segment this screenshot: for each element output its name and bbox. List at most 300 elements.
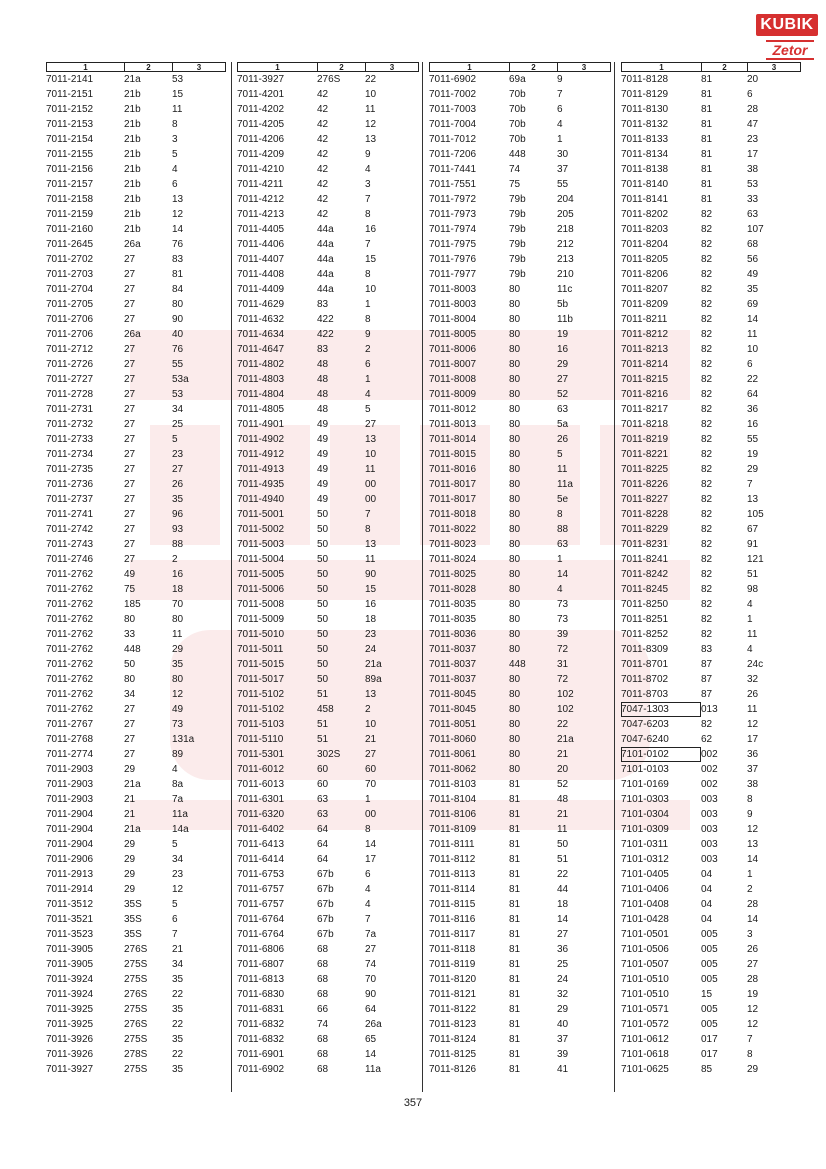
parts-row: [237, 72, 419, 87]
part-number: 7011-8045: [429, 704, 477, 715]
position-ref: 49: [172, 704, 184, 715]
part-number: 7011-4210: [237, 164, 285, 175]
position-ref: 72: [557, 644, 569, 655]
position-ref: 51: [747, 569, 759, 580]
drawing-ref: 81: [509, 974, 521, 985]
position-ref: 7: [365, 194, 371, 205]
part-number: 7011-8035: [429, 599, 477, 610]
drawing-ref: 005: [701, 1019, 718, 1030]
position-ref: 28: [747, 974, 759, 985]
part-number: 7011-2702: [46, 254, 94, 265]
position-ref: 15: [365, 584, 377, 595]
position-ref: 53a: [172, 374, 189, 385]
part-number: 7011-8251: [621, 614, 669, 625]
position-ref: 96: [172, 509, 184, 520]
drawing-ref: 87: [701, 674, 713, 685]
part-number: 7011-7441: [429, 164, 477, 175]
position-ref: 36: [747, 749, 759, 760]
parts-row: [237, 747, 419, 762]
position-ref: 14: [365, 839, 377, 850]
drawing-ref: 27: [124, 719, 136, 730]
drawing-ref: 79b: [509, 209, 526, 220]
part-number: 7101-0618: [621, 1049, 669, 1060]
position-ref: 52: [557, 389, 569, 400]
parts-row: [621, 522, 801, 537]
parts-row: [46, 102, 226, 117]
parts-row: [237, 687, 419, 702]
parts-row: [46, 912, 226, 927]
drawing-ref: 49: [317, 464, 329, 475]
drawing-ref: 35S: [124, 929, 142, 940]
parts-row: [237, 252, 419, 267]
parts-row: [237, 447, 419, 462]
position-ref: 10: [365, 284, 377, 295]
parts-row: [429, 282, 611, 297]
position-ref: 29: [747, 1064, 759, 1075]
position-ref: 14: [557, 914, 569, 925]
position-ref: 11: [365, 104, 376, 115]
part-number: 7011-7551: [429, 179, 477, 190]
parts-row: [237, 537, 419, 552]
parts-row: [621, 402, 801, 417]
parts-row: [46, 537, 226, 552]
position-ref: 67: [747, 524, 759, 535]
parts-row: [429, 492, 611, 507]
position-ref: 22: [172, 989, 184, 1000]
drawing-ref: 66: [317, 1004, 329, 1015]
part-number: 7011-8037: [429, 659, 477, 670]
part-number: 7011-2762: [46, 689, 94, 700]
drawing-ref: 80: [509, 359, 521, 370]
part-number: 7011-8203: [621, 224, 669, 235]
position-ref: 7: [557, 89, 563, 100]
position-ref: 24: [557, 974, 569, 985]
part-number: 7011-2704: [46, 284, 94, 295]
parts-row: [237, 177, 419, 192]
drawing-ref: 42: [317, 179, 329, 190]
position-ref: 9: [365, 329, 371, 340]
position-ref: 32: [747, 674, 759, 685]
parts-row: [237, 642, 419, 657]
position-ref: 35: [172, 1034, 184, 1045]
part-number: 7011-8003: [429, 284, 477, 295]
drawing-ref: 80: [509, 569, 521, 580]
parts-row: [46, 117, 226, 132]
drawing-ref: 80: [509, 419, 521, 430]
part-number: 7011-2914: [46, 884, 94, 895]
parts-row: [429, 807, 611, 822]
parts-row: [237, 1017, 419, 1032]
position-ref: 16: [557, 344, 569, 355]
part-number: 7101-0406: [621, 884, 669, 895]
drawing-ref: 27: [124, 344, 136, 355]
drawing-ref: 21b: [124, 209, 141, 220]
parts-row: [621, 657, 801, 672]
position-ref: 11c: [557, 284, 573, 295]
parts-row: [237, 792, 419, 807]
position-ref: 2: [172, 554, 178, 565]
drawing-ref: 68: [317, 1034, 329, 1045]
parts-row: [621, 822, 801, 837]
part-number: 7011-4935: [237, 479, 285, 490]
part-number: 7011-8134: [621, 149, 669, 160]
drawing-ref: 005: [701, 944, 718, 955]
part-number: 7011-8121: [429, 989, 477, 1000]
parts-row: [46, 897, 226, 912]
column-header: [237, 62, 419, 72]
part-number: 7011-8115: [429, 899, 476, 910]
position-ref: 5: [365, 404, 371, 415]
drawing-ref: 275S: [124, 1004, 148, 1015]
parts-row: [429, 1032, 611, 1047]
parts-row: [46, 612, 226, 627]
parts-row: [429, 447, 611, 462]
part-number: 7011-8006: [429, 344, 477, 355]
part-number: 7011-3927: [237, 74, 285, 85]
position-ref: 7: [365, 914, 371, 925]
drawing-ref: 80: [509, 704, 521, 715]
position-ref: 11: [172, 629, 183, 640]
part-number: 7011-4213: [237, 209, 285, 220]
part-number: 7011-8702: [621, 674, 669, 685]
part-number: 7011-5110: [237, 734, 284, 745]
position-ref: 6: [365, 869, 371, 880]
parts-row: [429, 972, 611, 987]
position-ref: 63: [747, 209, 759, 220]
position-ref: 20: [747, 74, 759, 85]
part-number: 7011-2153: [46, 119, 94, 130]
part-number: 7011-5017: [237, 674, 285, 685]
drawing-ref: 82: [701, 719, 713, 730]
part-number: 7011-4913: [237, 464, 285, 475]
position-ref: 93: [172, 524, 184, 535]
drawing-ref: 27: [124, 404, 136, 415]
parts-row: [621, 267, 801, 282]
drawing-ref: 69a: [509, 74, 526, 85]
parts-row: [621, 1047, 801, 1062]
part-number: 7011-2703: [46, 269, 94, 280]
drawing-ref: 04: [701, 884, 713, 895]
position-ref: 65: [365, 1034, 377, 1045]
position-ref: 11b: [557, 314, 573, 325]
part-number: 7011-2762: [46, 614, 94, 625]
drawing-ref: 82: [701, 314, 713, 325]
part-number: 7011-2737: [46, 494, 94, 505]
drawing-ref: 80: [509, 449, 521, 460]
parts-row: [237, 807, 419, 822]
parts-row: [46, 372, 226, 387]
drawing-ref: 82: [701, 224, 713, 235]
drawing-ref: 48: [317, 389, 329, 400]
position-ref: 27: [365, 419, 377, 430]
drawing-ref: 278S: [124, 1049, 148, 1060]
parts-row: [429, 177, 611, 192]
drawing-ref: 82: [701, 629, 713, 640]
drawing-ref: 81: [509, 1019, 521, 1030]
drawing-ref: 27: [124, 269, 136, 280]
parts-row: [237, 462, 419, 477]
drawing-ref: 80: [509, 479, 521, 490]
drawing-ref: 81: [509, 1004, 521, 1015]
header-cell: 1: [47, 63, 125, 71]
part-number: 7011-2903: [46, 794, 94, 805]
part-number: 7011-2727: [46, 374, 94, 385]
position-ref: 11: [747, 629, 758, 640]
parts-row: [621, 852, 801, 867]
part-number: 7101-0510: [621, 974, 669, 985]
parts-row: [621, 867, 801, 882]
drawing-ref: 80: [509, 329, 521, 340]
position-ref: 8: [747, 794, 753, 805]
part-number: 7011-8216: [621, 389, 669, 400]
parts-row: [46, 357, 226, 372]
position-ref: 52: [557, 779, 569, 790]
position-ref: 76: [172, 239, 184, 250]
position-ref: 12: [365, 119, 377, 130]
position-ref: 50: [557, 839, 569, 850]
parts-row: [429, 702, 611, 717]
parts-row: [621, 327, 801, 342]
parts-row: [429, 567, 611, 582]
parts-column-4: [621, 62, 801, 1077]
parts-row: [621, 972, 801, 987]
part-number: 7011-8701: [621, 659, 669, 670]
parts-row: [621, 792, 801, 807]
part-number: 7011-8241: [621, 554, 669, 565]
parts-row: [237, 147, 419, 162]
parts-row: [429, 507, 611, 522]
position-ref: 47: [747, 119, 759, 130]
part-number: 7011-5301: [237, 749, 285, 760]
parts-row: [429, 642, 611, 657]
drawing-ref: 60: [317, 779, 329, 790]
drawing-ref: 82: [701, 599, 713, 610]
drawing-ref: 42: [317, 89, 329, 100]
position-ref: 4: [747, 599, 753, 610]
part-number: 7011-7973: [429, 209, 477, 220]
drawing-ref: 50: [317, 584, 329, 595]
position-ref: 2: [365, 344, 371, 355]
part-number: 7011-8231: [621, 539, 669, 550]
parts-row: [429, 417, 611, 432]
position-ref: 1: [557, 134, 563, 145]
part-number: 7011-5009: [237, 614, 285, 625]
drawing-ref: 70b: [509, 89, 526, 100]
part-number: 7101-0102: [621, 747, 701, 762]
parts-row: [621, 132, 801, 147]
position-ref: 28: [747, 899, 759, 910]
position-ref: 11: [747, 704, 758, 715]
part-number: 7011-8118: [429, 944, 476, 955]
position-ref: 26: [172, 479, 184, 490]
position-ref: 69: [747, 299, 759, 310]
parts-row: [237, 717, 419, 732]
drawing-ref: 44a: [317, 269, 334, 280]
part-number: 7011-4409: [237, 284, 285, 295]
part-number: 7011-7975: [429, 239, 477, 250]
header-cell: 1: [430, 63, 510, 71]
drawing-ref: 42: [317, 134, 329, 145]
part-number: 7047-6240: [621, 734, 669, 745]
drawing-ref: 44a: [317, 254, 334, 265]
header-cell: 3: [581, 63, 587, 72]
position-ref: 80: [172, 674, 184, 685]
position-ref: 25: [557, 959, 569, 970]
part-number: 7011-8117: [429, 929, 476, 940]
part-number: 7047-1303: [621, 702, 701, 717]
position-ref: 8: [365, 209, 371, 220]
drawing-ref: 64: [317, 839, 329, 850]
parts-row: [621, 1017, 801, 1032]
parts-row: [46, 267, 226, 282]
drawing-ref: 26a: [124, 329, 141, 340]
position-ref: 74: [365, 959, 377, 970]
part-number: 7011-6753: [237, 869, 285, 880]
position-ref: 19: [747, 989, 759, 1000]
parts-row: [429, 102, 611, 117]
part-number: 7011-8015: [429, 449, 477, 460]
drawing-ref: 64: [317, 854, 329, 865]
header-cell: 3: [771, 63, 777, 72]
drawing-ref: 21: [124, 809, 136, 820]
part-number: 7011-8120: [429, 974, 477, 985]
position-ref: 4: [557, 119, 563, 130]
parts-row: [46, 582, 226, 597]
position-ref: 27: [365, 749, 377, 760]
position-ref: 83: [172, 254, 184, 265]
part-number: 7011-2728: [46, 389, 94, 400]
part-number: 7101-0405: [621, 869, 669, 880]
drawing-ref: 81: [509, 914, 521, 925]
position-ref: 4: [365, 884, 371, 895]
parts-row: [46, 792, 226, 807]
parts-row: [237, 822, 419, 837]
parts-row: [237, 732, 419, 747]
parts-row: [237, 207, 419, 222]
parts-row: [429, 597, 611, 612]
parts-row: [46, 882, 226, 897]
position-ref: 7: [747, 479, 753, 490]
drawing-ref: 82: [701, 359, 713, 370]
part-number: 7011-4206: [237, 134, 285, 145]
drawing-ref: 422: [317, 314, 334, 325]
part-number: 7011-2156: [46, 164, 94, 175]
position-ref: 8: [365, 314, 371, 325]
part-number: 7011-8060: [429, 734, 477, 745]
part-number: 7011-2706: [46, 314, 94, 325]
drawing-ref: 27: [124, 299, 136, 310]
position-ref: 7: [365, 509, 371, 520]
parts-row: [429, 942, 611, 957]
position-ref: 35: [172, 1004, 184, 1015]
position-ref: 73: [172, 719, 184, 730]
parts-row: [429, 372, 611, 387]
position-ref: 21a: [557, 734, 574, 745]
part-number: 7011-4804: [237, 389, 285, 400]
drawing-ref: 35S: [124, 899, 142, 910]
drawing-ref: 29: [124, 839, 136, 850]
position-ref: 35: [172, 494, 184, 505]
drawing-ref: 21b: [124, 104, 141, 115]
parts-row: [237, 897, 419, 912]
drawing-ref: 87: [701, 689, 713, 700]
part-number: 7011-8018: [429, 509, 477, 520]
part-number: 7011-8114: [429, 884, 476, 895]
parts-row: [237, 357, 419, 372]
part-number: 7011-3926: [46, 1034, 94, 1045]
position-ref: 55: [557, 179, 569, 190]
drawing-ref: 80: [509, 644, 521, 655]
drawing-ref: 276S: [124, 989, 148, 1000]
parts-row: [429, 672, 611, 687]
position-ref: 1: [365, 794, 371, 805]
drawing-ref: 82: [701, 239, 713, 250]
position-ref: 14a: [172, 824, 189, 835]
parts-row: [621, 282, 801, 297]
drawing-ref: 81: [509, 794, 521, 805]
drawing-ref: 67b: [317, 884, 334, 895]
position-ref: 34: [172, 959, 184, 970]
part-number: 7011-8205: [621, 254, 669, 265]
parts-row: [621, 237, 801, 252]
drawing-ref: 83: [317, 344, 329, 355]
parts-row: [621, 552, 801, 567]
column-separator: [614, 62, 615, 1092]
part-number: 7011-8022: [429, 524, 477, 535]
part-number: 7011-4407: [237, 254, 285, 265]
drawing-ref: 82: [701, 524, 713, 535]
part-number: 7011-2746: [46, 554, 94, 565]
part-number: 7011-6320: [237, 809, 285, 820]
position-ref: 73: [557, 599, 569, 610]
drawing-ref: 50: [317, 644, 329, 655]
parts-row: [621, 912, 801, 927]
position-ref: 8: [747, 1049, 753, 1060]
drawing-ref: 50: [317, 539, 329, 550]
drawing-ref: 80: [509, 599, 521, 610]
part-number: 7011-8119: [429, 959, 476, 970]
parts-row: [429, 312, 611, 327]
drawing-ref: 68: [317, 959, 329, 970]
drawing-ref: 27: [124, 464, 136, 475]
part-number: 7011-8138: [621, 164, 669, 175]
parts-row: [46, 762, 226, 777]
parts-row: [237, 987, 419, 1002]
parts-row: [621, 72, 801, 87]
parts-row: [46, 717, 226, 732]
parts-row: [46, 642, 226, 657]
drawing-ref: 49: [317, 479, 329, 490]
drawing-ref: 62: [701, 734, 713, 745]
part-number: 7011-6413: [237, 839, 285, 850]
parts-row: [429, 852, 611, 867]
part-number: 7011-4632: [237, 314, 285, 325]
position-ref: 11: [172, 104, 183, 115]
position-ref: 5: [172, 149, 178, 160]
drawing-ref: 27: [124, 449, 136, 460]
position-ref: 16: [747, 419, 759, 430]
parts-row: [237, 402, 419, 417]
drawing-ref: 50: [317, 554, 329, 565]
drawing-ref: 82: [701, 404, 713, 415]
position-ref: 44: [557, 884, 569, 895]
parts-row: [621, 222, 801, 237]
drawing-ref: 81: [509, 1049, 521, 1060]
part-number: 7011-8202: [621, 209, 669, 220]
parts-row: [429, 1062, 611, 1077]
kubik-zetor-logo: [756, 14, 818, 62]
part-number: 7101-0572: [621, 1019, 669, 1030]
